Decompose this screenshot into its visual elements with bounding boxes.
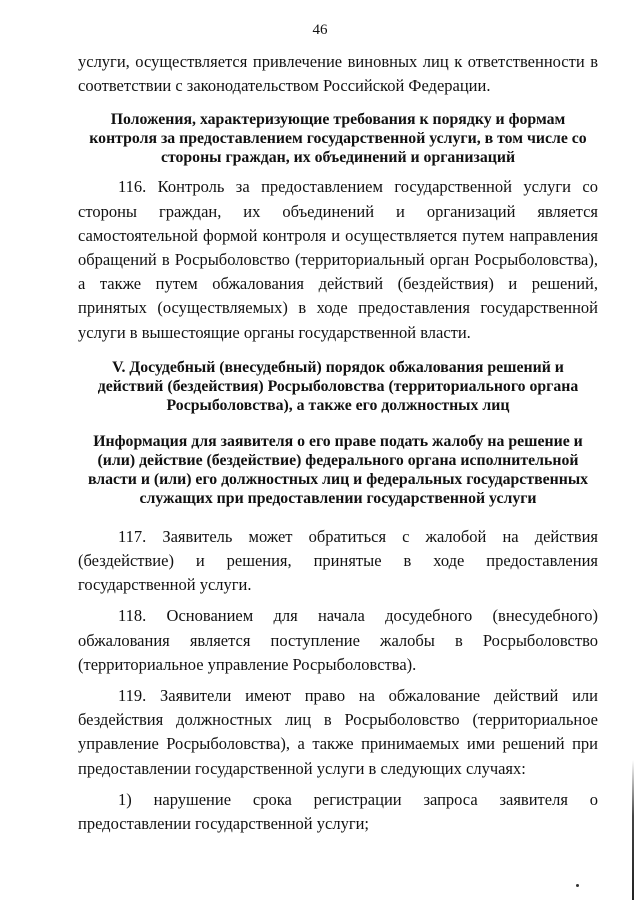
- document-body: [78, 50, 598, 836]
- section-heading-v: V. Досудебный (внесудебный) порядок обжалования решений и действий (бездействия) Росрыболовства (территориального органа Росрыболовства), а также его должностных лиц: [97, 358, 579, 414]
- section-heading-control: Положения, характеризующие требования к порядку и формам контроля за предоставлением государственной услуги, в том числе со стороны граждан, их объединений и организаций: [89, 111, 587, 167]
- paragraph-119-item-1: 1) нарушение срока регистрации запроса заявителя о предоставлении государственной услуги;: [78, 789, 598, 834]
- paragraph-117: 117. Заявитель может обратиться с жалобой на действия (бездействие) и решения, принятые в ходе предоставления государственной услуги.: [78, 526, 598, 595]
- scan-dot-mark: [576, 884, 579, 887]
- paragraph-119: 119. Заявители имеют право на обжалование действий или бездействия должностных лиц в Росрыболовство (территориальное управление Росрыболовства), а также принимаемых ими решений при предоставлении государственной услуги в следующих случаях:: [78, 686, 598, 778]
- paragraph-116: 116. Контроль за предоставлением государственной услуги со стороны граждан, их объединений и организаций является самостоятельной формой контроля и осуществляется путем направления обращений в Росрыболовство (территориальный орган Росрыболовства), а также путем обжалования действий (бездействия) и решений, принятых (осуществляемых) в ходе предоставления государственной услуги в вышестоящие органы государственной власти.: [78, 177, 598, 342]
- scan-edge-mark: [632, 760, 634, 900]
- subsection-heading-information: Информация для заявителя о его праве подать жалобу на решение и (или) действие (бездействие) федерального органа исполнительной власти и (или) его должностных лиц и федеральных государственных служащих при предоставлении государственной услуги: [87, 432, 589, 507]
- paragraph-118: 118. Основанием для начала досудебного (внесудебного) обжалования является поступление жалобы в Росрыболовство (территориальное управление Росрыболовства).: [78, 606, 598, 674]
- page-number: 46: [312, 22, 328, 38]
- paragraph-continuation: услуги, осуществляется привлечение виновных лиц к ответственности в соответствии с законодательством Российской Федерации.: [78, 52, 598, 96]
